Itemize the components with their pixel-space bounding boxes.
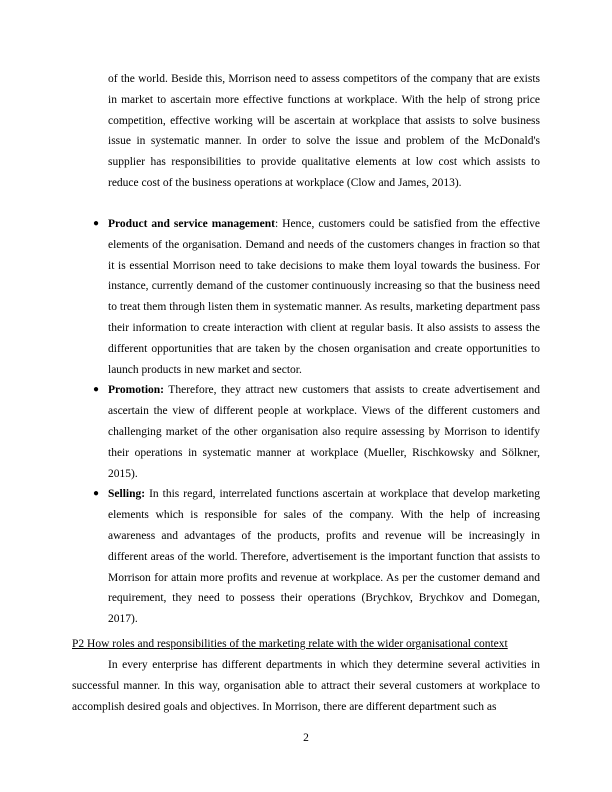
bullet-term: Selling:	[108, 488, 146, 501]
bullet-term: Promotion:	[108, 384, 165, 397]
section-heading: P2 How roles and responsibilities of the marketing relate with the wider organisational context	[72, 638, 508, 650]
continuation-paragraph: of the world. Beside this, Morrison need to assess competitors of the company that are exists in market to ascertain more effective functions at workplace. With the help of strong price competition, effective working will be ascertain at workplace that assists to solve business issue in systematic manner. In order to solve the issue and problem of the McDonald's supplier has responsibilities to provide qualitative elements at low cost which assists to reduce cost of the business operations at workplace (Clow and James, 2013).	[108, 73, 540, 189]
bullet-separator: :	[274, 218, 279, 230]
bullet-term: Product and service management	[108, 218, 275, 230]
bullet-icon: ●	[92, 384, 100, 396]
bullet-text: Therefore, they attract new customers that assists to create advertisement and ascertain the view of different people at workplace. Views of the different customers and challenging market of the other organisation also require assessing by Morrison to identify their operations in systematic manner at workplace (Mueller, Rischkowsky and Sölkner, 2015).	[108, 384, 540, 480]
bullet-item-product-service	[92, 214, 540, 380]
bullet-text: In this regard, interrelated functions ascertain at workplace that develop marketing elements which is responsible for sales of the company. With the help of increasing awareness and advantages of the products, profits and revenue will be increasingly in different areas of the world. Therefore, advertisement is the important function that assists to Morrison for attain more profits and revenue at workplace. As per the customer demand and requirement, they need to possess their operations (Brychkov, Brychkov and Domegan, 2017).	[108, 488, 540, 626]
bullet-list	[92, 214, 540, 630]
page-number: 2	[303, 732, 309, 744]
bullet-text: Hence, customers could be satisfied from the effective elements of the organisation. Demand and needs of the customers changes in fraction so that it is essential Morrison need to take decisions to make them loyal towards the business. For instance, currently demand of the customer continuously increasing so that the business need to treat them through listen them in systematic manner. As results, marketing department pass their information to create interaction with client at regular basis. It also assists to assess the different opportunities that are taken by the chosen organisation and create opportunities to launch products in new market and sector.	[108, 218, 540, 376]
body-paragraph: In every enterprise has different departments in which they determine several activities in successful manner. In this way, organisation able to attract their several customers at workplace to accomplish desired goals and objectives. In Morrison, there are different department such as	[72, 659, 540, 713]
bullet-item-promotion	[92, 380, 540, 484]
bullet-icon: ●	[92, 218, 100, 229]
bullet-item-selling	[92, 484, 540, 630]
bullet-icon: ●	[92, 488, 100, 500]
